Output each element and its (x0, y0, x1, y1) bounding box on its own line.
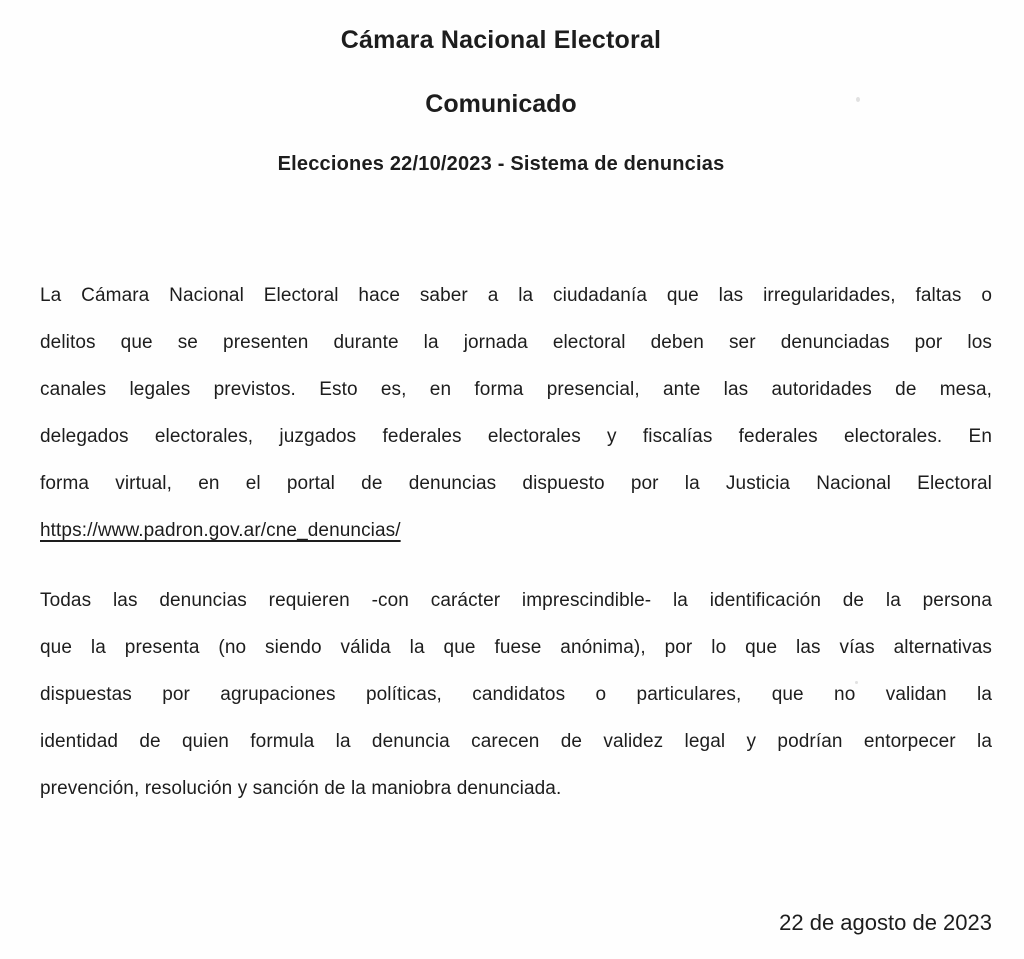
paragraph-line: delitos que se presenten durante la jornada electoral deben ser denunciadas por los (40, 332, 992, 353)
document-subtitle: Comunicado (425, 90, 577, 118)
scan-artifact (855, 681, 858, 684)
paragraph-line: canales legales previstos. Esto es, en forma presencial, ante las autoridades de mesa, (40, 379, 992, 400)
paragraph-2 (40, 577, 992, 812)
paragraph-line: identidad de quien formula la denuncia carecen de validez legal y podrían entorpecer la (40, 731, 992, 752)
document-title: Cámara Nacional Electoral (340, 26, 662, 54)
denuncias-link[interactable]: https://www.padron.gov.ar/cne_denuncias/ (40, 520, 401, 541)
paragraph-line: La Cámara Nacional Electoral hace saber a la ciudadanía que las irregularidades, faltas o (40, 285, 992, 306)
paragraph-line: Todas las denuncias requieren -con carácter imprescindible- la identificación de la persona (40, 590, 992, 611)
document-date: 22 de agosto de 2023 (779, 910, 992, 935)
paragraph-1 (40, 272, 992, 554)
scan-artifact (856, 97, 860, 102)
paragraph-line: delegados electorales, juzgados federales electorales y fiscalías federales electorales. En (40, 426, 992, 447)
document-heading: Elecciones 22/10/2023 - Sistema de denuncias (277, 153, 725, 175)
paragraph-line: forma virtual, en el portal de denuncias dispuesto por la Justicia Nacional Electoral (40, 473, 992, 494)
paragraph-line: que la presenta (no siendo válida la que fuese anónima), por lo que las vías alternativas (40, 637, 992, 658)
paragraph-line: dispuestas por agrupaciones políticas, candidatos o particulares, que no validan la (40, 684, 992, 705)
paragraph-line: prevención, resolución y sanción de la maniobra denunciada. (40, 778, 562, 799)
